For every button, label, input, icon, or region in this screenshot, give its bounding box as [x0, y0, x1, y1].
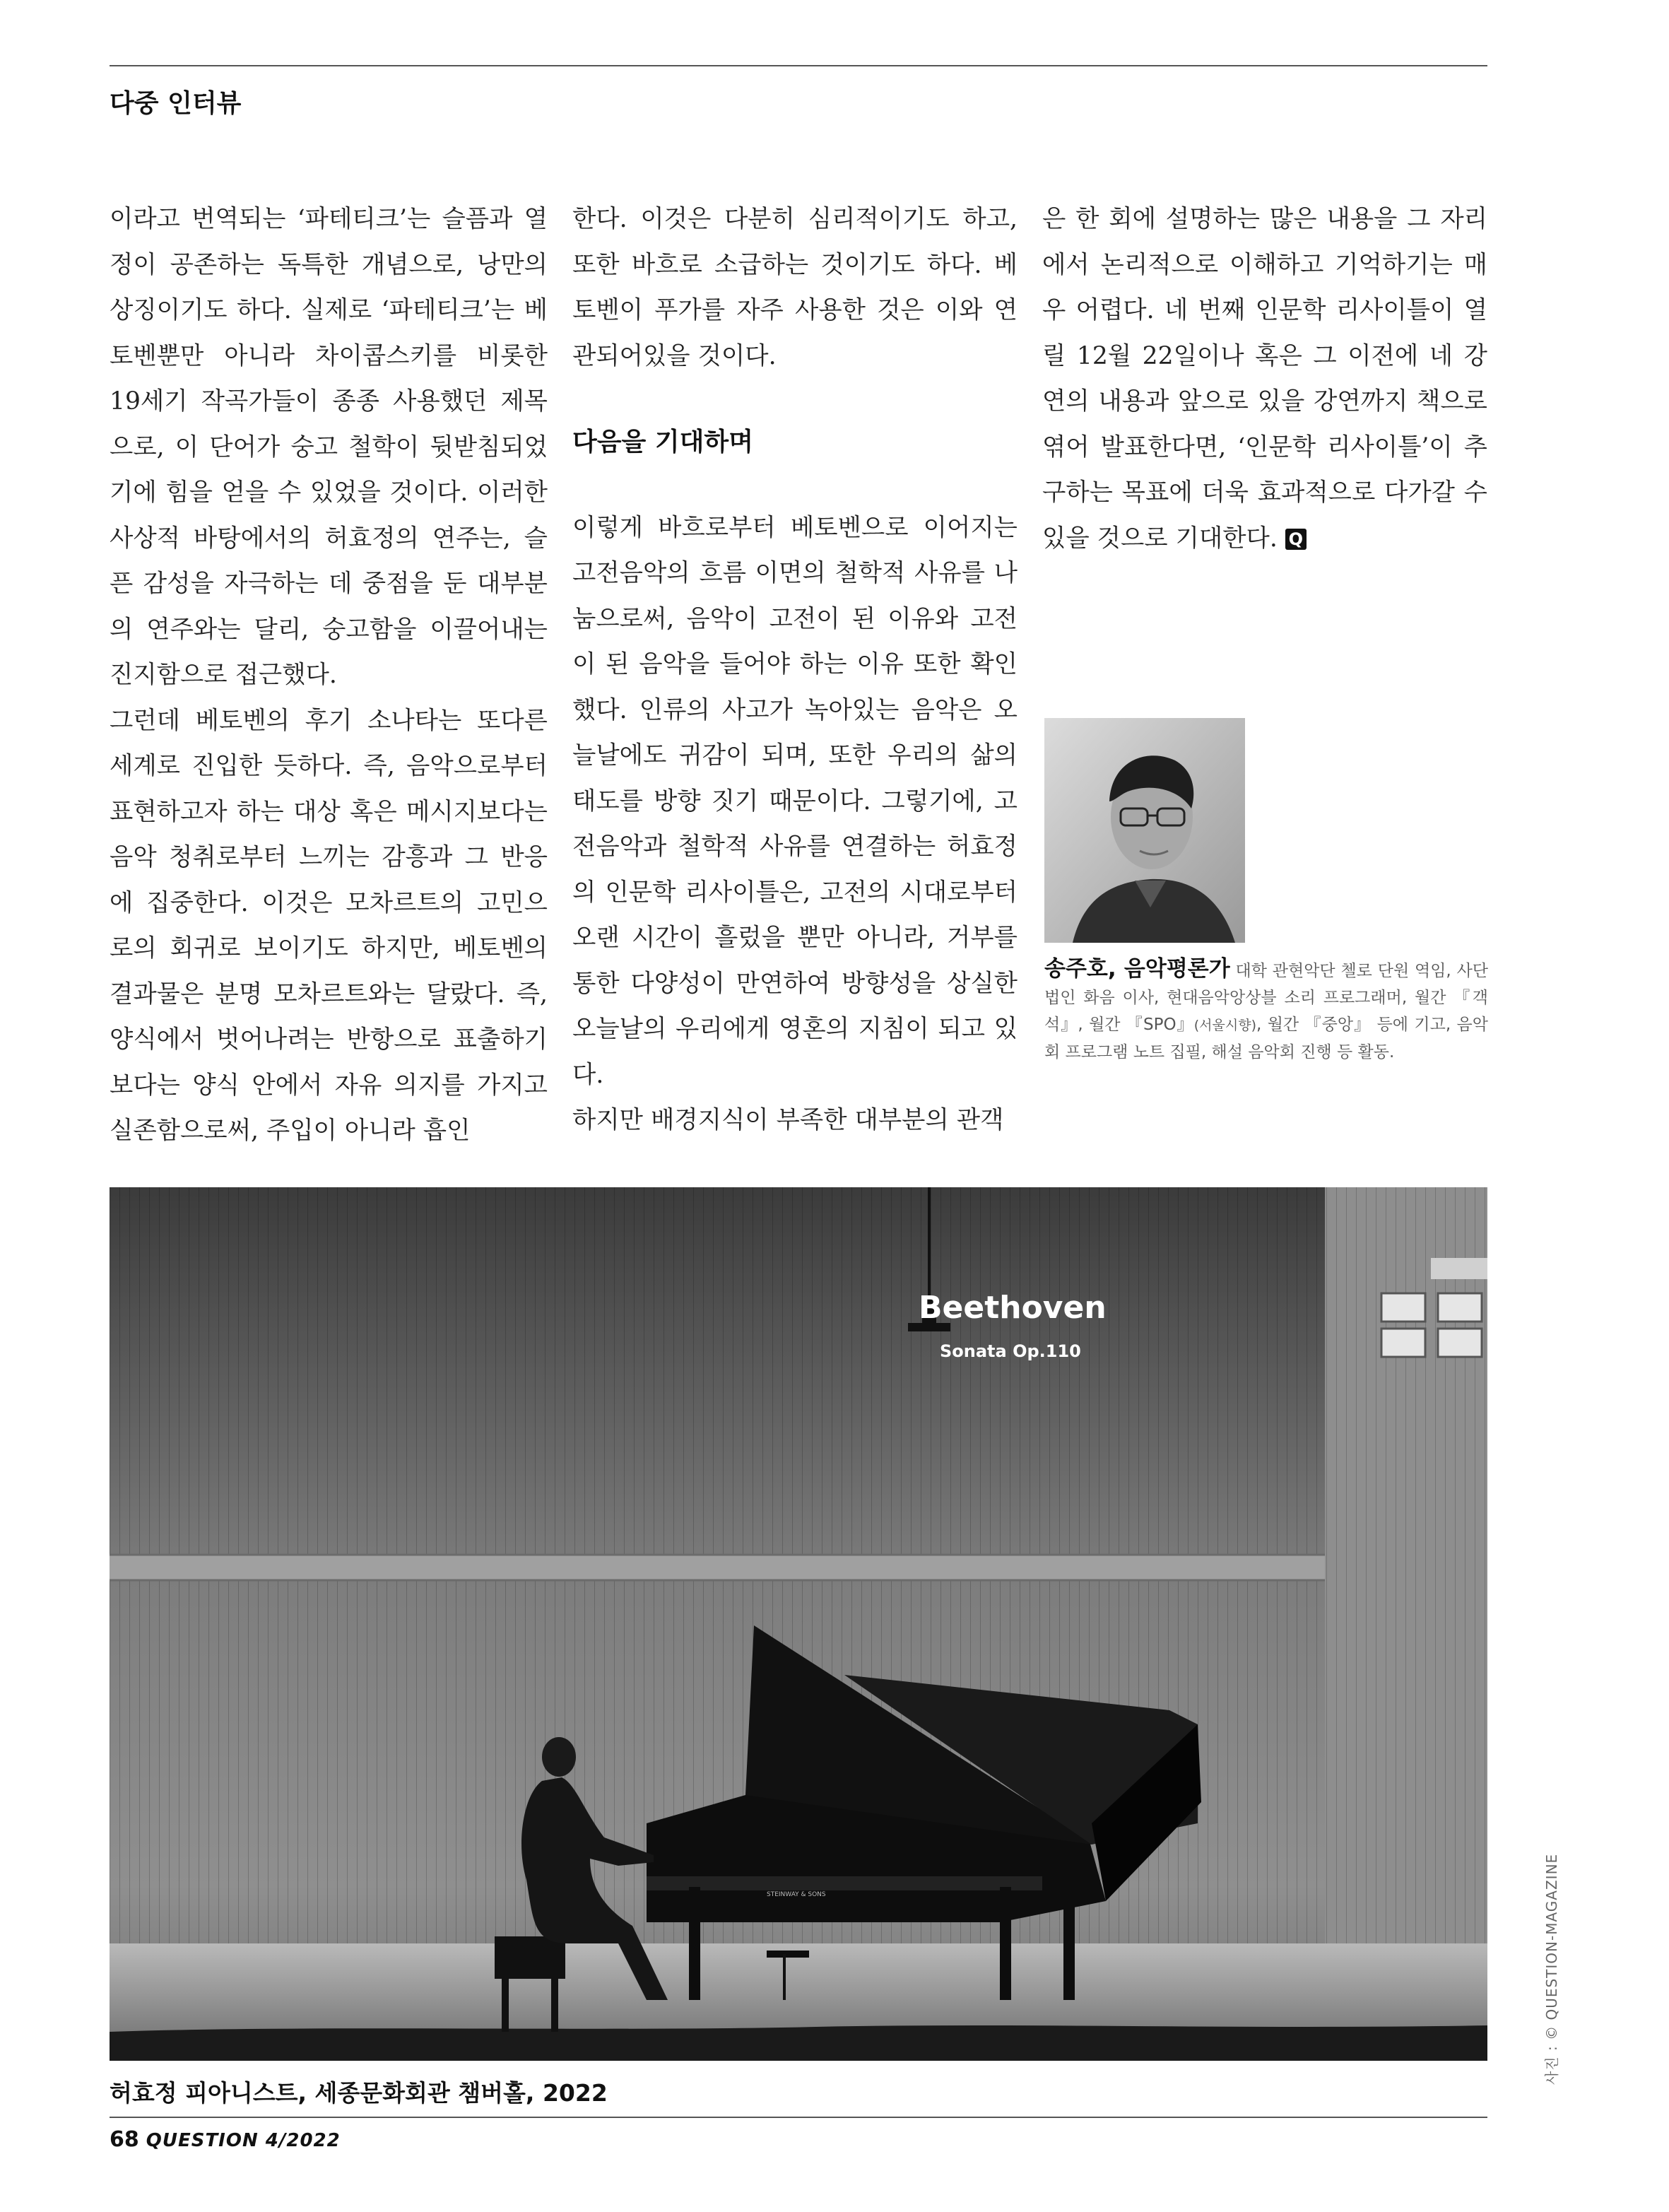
bio-text: 대학 관현악단 첼로 단원 역임, 사단법인 화음 이사, 현대음악앙상블 소리 프로그래머, 월간 『객석』, 월간 『SPO』	[1044, 962, 1489, 1034]
screen-title: Beethoven	[919, 1290, 1107, 1326]
paragraph: 그런데 베토벤의 후기 소나타는 또다른 세계로 진입한 듯하다. 즉, 음악으로부터 표현하고자 하는 대상 혹은 메시지보다는 음악 청취로부터 느끼는 감흥과 그 반응에 집중한다. 이것은 모차르트의 고민으로의 회귀로 보이기도 하지만, 베토벤의 결과물은 분명 모차르트와는 달랐다. 즉, 양식에서 벗어나려는 반항으로 표출하기보다는 양식 안에서 자유 의지를 가지고 실존함으로써, 주입이 아니라 흡인	[110, 706, 548, 1145]
section-label: 다중 인터뷰	[110, 89, 242, 118]
subheading: 다음을 기대하며	[572, 428, 753, 457]
magazine-issue: QUESTION 4/2022	[146, 2130, 341, 2151]
top-rule	[110, 65, 1487, 66]
author-bio	[1044, 955, 1488, 1066]
paragraph-text: 은 한 회에 설명하는 많은 내용을 그 자리에서 논리적으로 이해하고 기억하기는 매우 어렵다. 네 번째 인문학 리사이틀이 열릴 12월 22일이나 혹은 그 이전에 네 강연의 내용과 앞으로 있을 강연까지 책으로 엮어 발표한다면, ‘인문학 리사이틀’이 추구하는 목표에 더욱 효과적으로 다가갈 수 있을 것으로 기대한다.	[1042, 205, 1487, 553]
page-footer	[110, 2127, 341, 2152]
photo-caption: 허효정 피아니스트, 세종문화회관 챔버홀, 2022	[110, 2079, 608, 2107]
photo-credit: 사진 : © QUESTION-MAGAZINE	[1543, 1853, 1560, 2085]
end-mark-icon: Q	[1285, 529, 1307, 550]
paragraph: 이렇게 바흐로부터 베토벤으로 이어지는 고전음악의 흐름 이면의 철학적 사유를 나눔으로써, 음악이 고전이 된 이유와 고전이 된 음악을 들어야 하는 이유 또한 확인했다. 인류의 사고가 녹아있는 음악은 오늘날에도 귀감이 되며, 또한 우리의 삶의 태도를 방향 짓기 때문이다. 그렇기에, 고전음악과 철학적 사유를 연결하는 허효정의 인문학 리사이틀은, 고전의 시대로부터 오랜 시간이 흘렀을 뿐만 아니라, 거부를 통한 다양성이 만연하여 방향성을 상실한 오늘날의 우리에게 영혼의 지침이 되고 있다.	[572, 513, 1018, 1089]
text-column-2	[572, 196, 1018, 1143]
author-portrait	[1044, 718, 1245, 943]
concert-photo-image	[110, 1187, 1487, 2061]
portrait-image	[1044, 718, 1245, 943]
text-column-1	[110, 196, 548, 1154]
paragraph	[1042, 196, 1487, 561]
piano-brand: STEINWAY & SONS	[767, 1891, 826, 1898]
paragraph: 이라고 번역되는 ‘파테티크’는 슬픔과 열정이 공존하는 독특한 개념으로, 낭만의 상징이기도 하다. 실제로 ‘파테티크’는 베토벤뿐만 아니라 차이콥스키를 비롯한 19세기 작곡가들이 종종 사용했던 제목으로, 이 단어가 숭고 철학이 뒷받침되었기에 힘을 얻을 수 있었을 것이다. 이러한 사상적 바탕에서의 허효정의 연주는, 슬픈 감성을 자극하는 데 중점을 둔 대부분의 연주와는 달리, 숭고함을 이끌어내는 진지함으로 접근했다.	[110, 205, 548, 689]
bio-small-text: (서울시향)	[1193, 1018, 1256, 1033]
paragraph: 하지만 배경지식이 부족한 대부분의 관객	[572, 1106, 1004, 1134]
bottom-rule	[110, 2117, 1487, 2118]
paragraph: 한다. 이것은 다분히 심리적이기도 하고, 또한 바흐로 소급하는 것이기도 하다. 베토벤이 푸가를 자주 사용한 것은 이와 연관되어있을 것이다.	[572, 205, 1018, 370]
concert-photo	[110, 1187, 1487, 2061]
author-name: 송주호, 음악평론가	[1044, 956, 1230, 982]
text-column-3	[1042, 196, 1487, 561]
page-number: 68	[110, 2127, 139, 2152]
bio-text: , 월간 『중앙』 등에 기고, 음악회 프로그램 노트 집필, 해설 음악회 진행 등 활동.	[1044, 1016, 1488, 1061]
screen-subtitle: Sonata Op.110	[940, 1341, 1081, 1361]
